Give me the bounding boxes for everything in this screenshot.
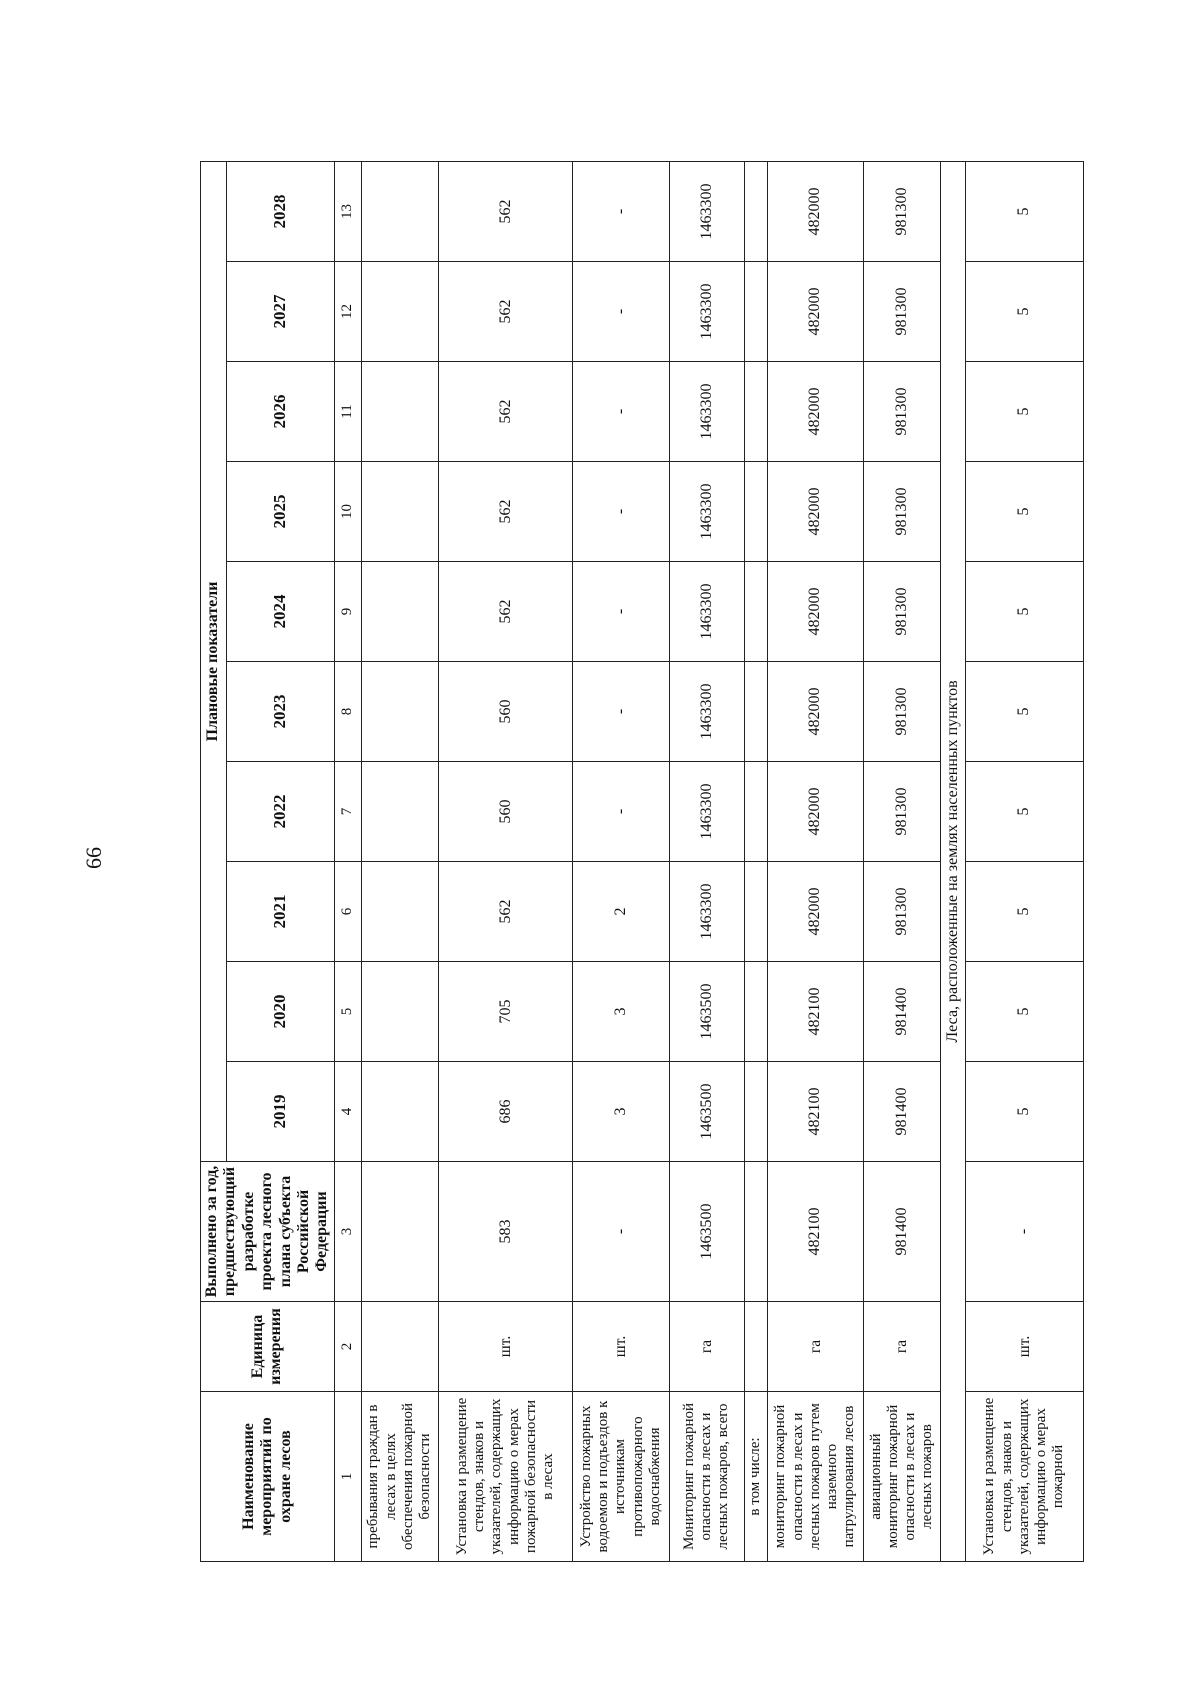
row-value: 5: [966, 562, 1083, 662]
row-value: [361, 962, 438, 1062]
row-value: 1463300: [669, 161, 744, 261]
row-value: 686: [439, 1062, 573, 1162]
row-value: 562: [439, 562, 573, 662]
row-unit: шт.: [966, 1302, 1083, 1392]
year-2026: 2026: [226, 362, 334, 462]
row-value: [744, 662, 767, 762]
row-value: 1463500: [669, 962, 744, 1062]
row-done: [744, 1162, 767, 1302]
row-done: 583: [439, 1162, 573, 1302]
table-row: [768, 161, 864, 1561]
row-value: 482000: [768, 862, 864, 962]
row-value: 562: [439, 362, 573, 462]
row-value: [361, 562, 438, 662]
row-value: [361, 161, 438, 261]
row-value: 482000: [768, 262, 864, 362]
row-value: 560: [439, 762, 573, 862]
row-name: Установка и размещение стендов, знаков и указателей, содержащих информацию о мерах пожарной: [966, 1392, 1083, 1562]
col-number: 5: [334, 962, 361, 1062]
row-value: 3: [573, 962, 669, 1062]
row-value: 1463300: [669, 762, 744, 862]
row-value: 1463300: [669, 462, 744, 562]
row-value: [744, 262, 767, 362]
row-name: авиационный мониторинг пожарной опасности в лесах и лесных пожаров: [863, 1392, 940, 1562]
row-unit: шт.: [573, 1302, 669, 1392]
row-value: [361, 362, 438, 462]
row-value: 1463300: [669, 262, 744, 362]
row-value: 705: [439, 962, 573, 1062]
row-value: 482000: [768, 161, 864, 261]
year-2022: 2022: [226, 762, 334, 862]
row-name: мониторинг пожарной опасности в лесах и лесных пожаров путем наземного патрулирования лесов: [768, 1392, 864, 1562]
row-value: 482000: [768, 662, 864, 762]
page-number: 66: [81, 847, 106, 869]
row-value: 981300: [863, 762, 940, 862]
row-value: 981400: [863, 962, 940, 1062]
row-value: 981300: [863, 262, 940, 362]
row-value: [744, 462, 767, 562]
row-value: [744, 562, 767, 662]
row-value: [744, 862, 767, 962]
row-value: [361, 1062, 438, 1162]
table-row: [361, 161, 438, 1561]
row-value: 5: [966, 161, 1083, 261]
row-value: 482000: [768, 562, 864, 662]
forest-protection-table-wrapper: [200, 162, 1080, 1562]
row-done: 1463500: [669, 1162, 744, 1302]
row-value: 981400: [863, 1062, 940, 1162]
row-value: -: [573, 562, 669, 662]
forest-protection-table: [200, 161, 1084, 1562]
row-value: 482000: [768, 762, 864, 862]
header-name: Наименование мероприятий по охране лесов: [201, 1392, 335, 1562]
row-value: -: [573, 462, 669, 562]
col-number: 1: [334, 1392, 361, 1562]
row-value: 5: [966, 262, 1083, 362]
row-value: 5: [966, 662, 1083, 762]
row-value: 5: [966, 362, 1083, 462]
table-row: [669, 161, 744, 1561]
row-unit: га: [863, 1302, 940, 1392]
col-number: 8: [334, 662, 361, 762]
row-value: 1463500: [669, 1062, 744, 1162]
row-value: [744, 161, 767, 261]
row-name: в том числе:: [744, 1392, 767, 1562]
year-2020: 2020: [226, 962, 334, 1062]
year-2024: 2024: [226, 562, 334, 662]
row-value: 3: [573, 1062, 669, 1162]
row-unit: [361, 1302, 438, 1392]
section-title: Леса, расположенные на землях населенных пунктов: [941, 161, 966, 1561]
row-unit: [744, 1302, 767, 1392]
row-value: -: [573, 762, 669, 862]
row-name: Установка и размещение стендов, знаков и указателей, содержащих информацию о мерах пожарной безопасности в лесах: [439, 1392, 573, 1562]
row-value: 482100: [768, 962, 864, 1062]
col-number: 12: [334, 262, 361, 362]
table-row: [744, 161, 767, 1561]
col-number: 9: [334, 562, 361, 662]
year-2021: 2021: [226, 862, 334, 962]
col-number: 10: [334, 462, 361, 562]
row-name: Мониторинг пожарной опасности в лесах и лесных пожаров, всего: [669, 1392, 744, 1562]
row-value: 1463300: [669, 662, 744, 762]
row-value: 981300: [863, 362, 940, 462]
row-value: 560: [439, 662, 573, 762]
row-value: 482000: [768, 362, 864, 462]
row-unit: га: [669, 1302, 744, 1392]
row-value: [361, 762, 438, 862]
year-2023: 2023: [226, 662, 334, 762]
row-name: Устройство пожарных водоемов и подъездов к источникам противопожарного водоснабжения: [573, 1392, 669, 1562]
section-row: [941, 161, 966, 1561]
row-value: 5: [966, 1062, 1083, 1162]
row-value: [744, 1062, 767, 1162]
row-value: 981300: [863, 662, 940, 762]
table-row: [966, 161, 1083, 1561]
row-value: -: [573, 362, 669, 462]
header-unit: Единица измерения: [201, 1302, 335, 1392]
col-number: 3: [334, 1162, 361, 1302]
year-2019: 2019: [226, 1062, 334, 1162]
header-planned: Плановые показатели: [201, 161, 227, 1161]
row-value: 981300: [863, 462, 940, 562]
row-done: -: [573, 1162, 669, 1302]
row-value: 5: [966, 862, 1083, 962]
row-unit: шт.: [439, 1302, 573, 1392]
header-done: Выполнено за год, предшествующий разработке проекта лесного плана субъекта Российской Федерации: [201, 1162, 335, 1302]
table-row: [439, 161, 573, 1561]
row-value: [361, 262, 438, 362]
row-done: -: [966, 1162, 1083, 1302]
row-value: 2: [573, 862, 669, 962]
row-value: [361, 862, 438, 962]
row-value: 981300: [863, 562, 940, 662]
col-number: 11: [334, 362, 361, 462]
col-number: 13: [334, 161, 361, 261]
row-value: 562: [439, 161, 573, 261]
row-value: -: [573, 262, 669, 362]
col-number: 7: [334, 762, 361, 862]
year-2025: 2025: [226, 462, 334, 562]
row-done: 482100: [768, 1162, 864, 1302]
table-row: [863, 161, 940, 1561]
row-done: [361, 1162, 438, 1302]
row-value: 981300: [863, 862, 940, 962]
row-value: [744, 962, 767, 1062]
year-2028: 2028: [226, 161, 334, 261]
row-unit: га: [768, 1302, 864, 1392]
row-value: 1463300: [669, 862, 744, 962]
row-value: 1463300: [669, 362, 744, 462]
row-name: пребывания граждан в лесах в целях обеспечения пожарной безопасности: [361, 1392, 438, 1562]
row-value: 981300: [863, 161, 940, 261]
row-done: 981400: [863, 1162, 940, 1302]
row-value: 5: [966, 462, 1083, 562]
row-value: [361, 462, 438, 562]
row-value: [744, 362, 767, 462]
row-value: 562: [439, 462, 573, 562]
row-value: 5: [966, 962, 1083, 1062]
year-2027: 2027: [226, 262, 334, 362]
col-number: 6: [334, 862, 361, 962]
row-value: 1463300: [669, 562, 744, 662]
col-number: 2: [334, 1302, 361, 1392]
row-value: 482000: [768, 462, 864, 562]
table-row: [573, 161, 669, 1561]
row-value: [361, 662, 438, 762]
row-value: 562: [439, 262, 573, 362]
row-value: 482100: [768, 1062, 864, 1162]
row-value: 5: [966, 762, 1083, 862]
col-number: 4: [334, 1062, 361, 1162]
row-value: 562: [439, 862, 573, 962]
row-value: -: [573, 161, 669, 261]
row-value: [744, 762, 767, 862]
row-value: -: [573, 662, 669, 762]
